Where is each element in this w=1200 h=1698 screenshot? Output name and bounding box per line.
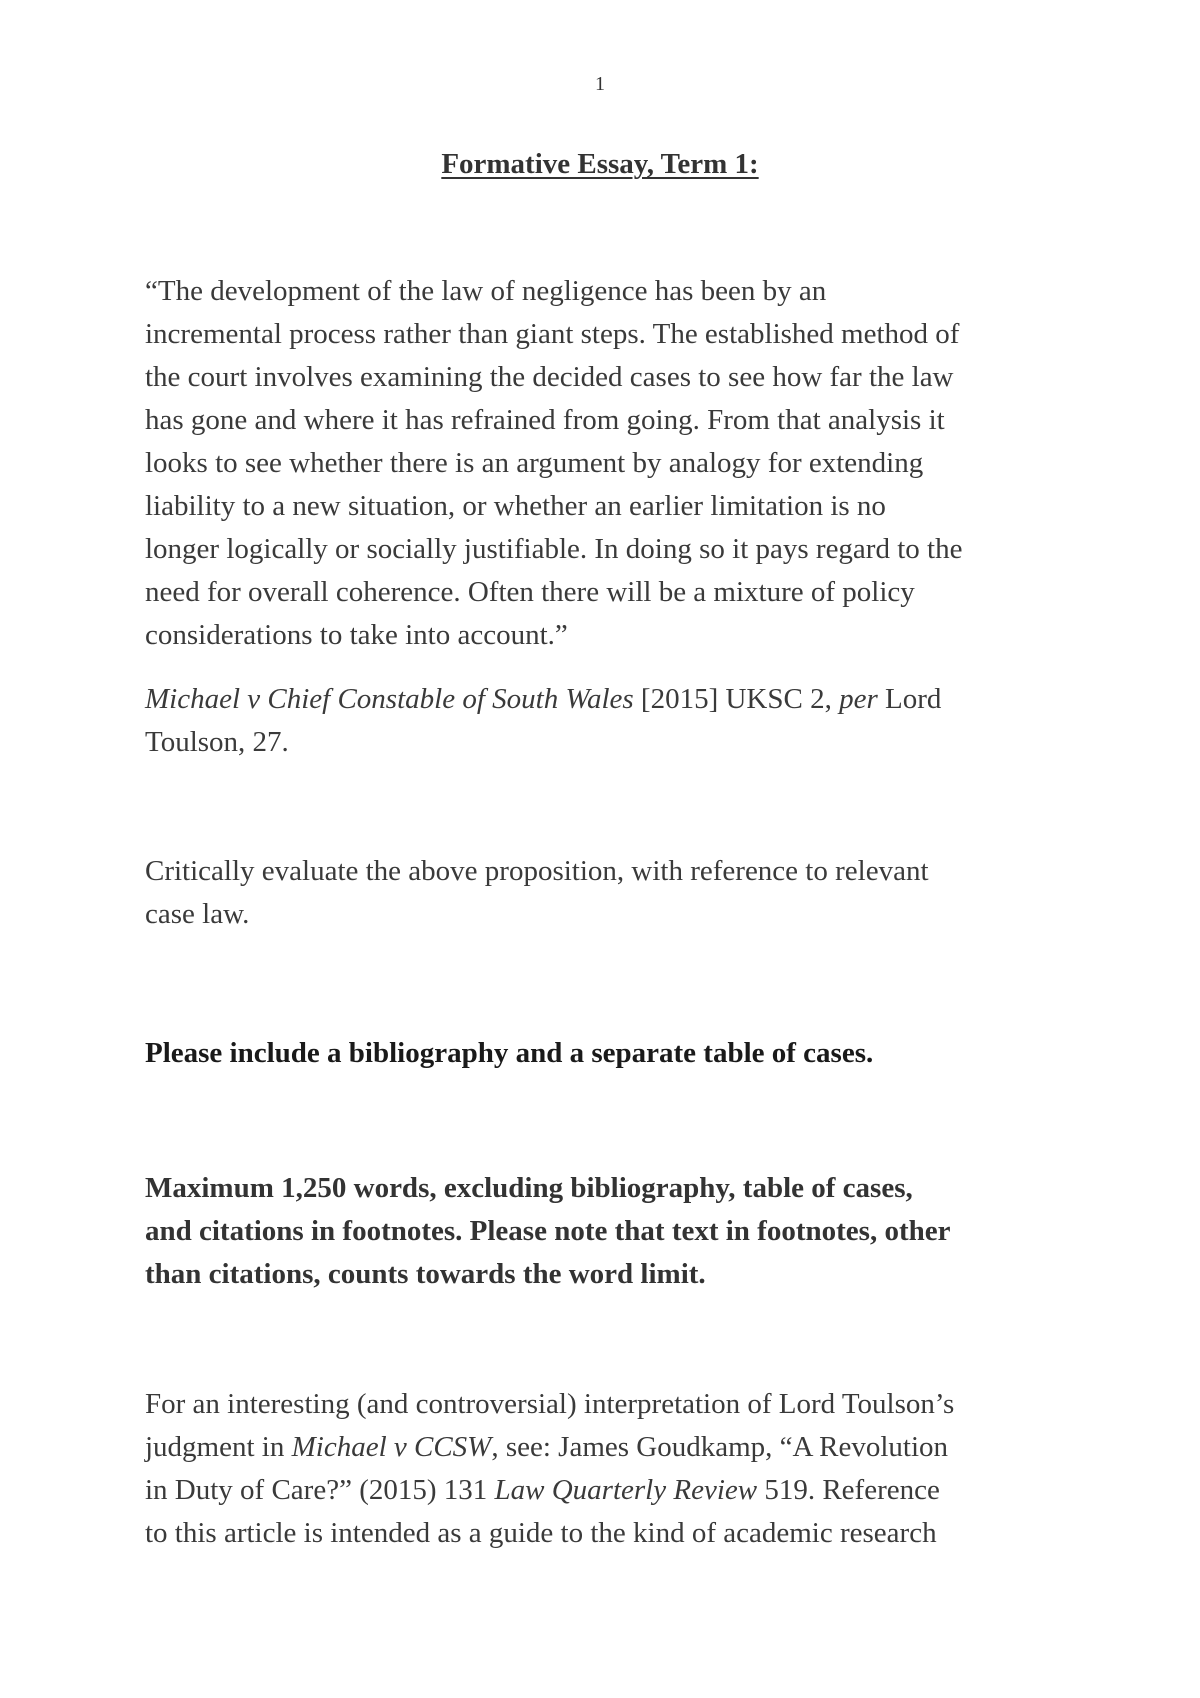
text-segment: , see: James Goudkamp, “A Revolution bbox=[491, 1431, 949, 1463]
per-label: per bbox=[839, 683, 878, 715]
quote-line: “The development of the law of negligence has been by an bbox=[145, 275, 827, 307]
quote-line: need for overall coherence. Often there will be a mixture of policy bbox=[145, 576, 915, 608]
quote-line: looks to see whether there is an argument by analogy for extending bbox=[145, 447, 924, 479]
quote-line: the court involves examining the decided cases to see how far the law bbox=[145, 361, 954, 393]
further-reading-line bbox=[145, 1469, 1075, 1512]
text-segment: judgment in bbox=[145, 1431, 292, 1463]
quote-line: has gone and where it has refrained from going. From that analysis it bbox=[145, 404, 945, 436]
word-limit-line: and citations in footnotes. Please note that text in footnotes, other bbox=[145, 1215, 951, 1247]
case-reference: [2015] UKSC 2, bbox=[633, 683, 840, 715]
bibliography-instruction bbox=[145, 1032, 1075, 1075]
quote-line: longer logically or socially justifiable. In doing so it pays regard to the bbox=[145, 533, 963, 565]
judge-name: Lord bbox=[877, 683, 942, 715]
further-reading-line: to this article is intended as a guide to the kind of academic research bbox=[145, 1517, 937, 1549]
text-segment: in Duty of Care?” (2015) 131 bbox=[145, 1474, 495, 1506]
question-line: case law. bbox=[145, 898, 250, 930]
word-limit-notice bbox=[145, 1167, 1075, 1296]
quote-line: considerations to take into account.” bbox=[145, 619, 568, 651]
case-citation bbox=[145, 678, 1075, 764]
further-reading-paragraph bbox=[145, 1383, 1075, 1555]
essay-title: Formative Essay, Term 1: bbox=[441, 148, 759, 180]
further-reading-line: For an interesting (and controversial) interpretation of Lord Toulson’s bbox=[145, 1388, 955, 1420]
quote-line: incremental process rather than giant steps. The established method of bbox=[145, 318, 960, 350]
citation-line bbox=[145, 678, 1075, 721]
text-segment: 519. Reference bbox=[757, 1474, 940, 1506]
further-reading-line bbox=[145, 1426, 1075, 1469]
quote-line: liability to a new situation, or whether an earlier limitation is no bbox=[145, 490, 886, 522]
case-short-name: Michael v CCSW bbox=[291, 1431, 492, 1463]
essay-question bbox=[145, 850, 1075, 936]
instruction-line: Please include a bibliography and a separate table of cases. bbox=[145, 1037, 874, 1069]
word-limit-line: Maximum 1,250 words, excluding bibliography, table of cases, bbox=[145, 1172, 913, 1204]
page-number: 1 bbox=[595, 73, 605, 95]
case-name: Michael v Chief Constable of South Wales bbox=[145, 683, 634, 715]
word-limit-line: than citations, counts towards the word limit. bbox=[145, 1258, 706, 1290]
question-line: Critically evaluate the above proposition, with reference to relevant bbox=[145, 855, 929, 887]
citation-line: Toulson, 27. bbox=[145, 726, 289, 758]
journal-name: Law Quarterly Review bbox=[494, 1474, 758, 1506]
quote-paragraph bbox=[145, 270, 1075, 657]
